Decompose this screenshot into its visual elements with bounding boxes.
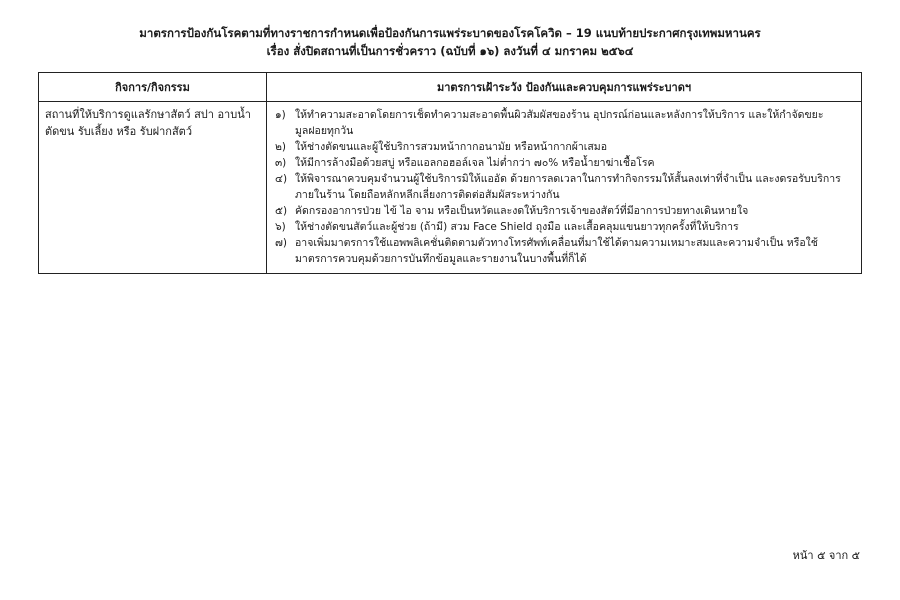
measure-number: ๓) [275,157,287,169]
activity-cell [39,102,267,274]
measure-number: ๔) [275,173,288,185]
measures-cell [267,102,862,274]
measure-number: ๕) [275,205,288,217]
column-header-measures: มาตรการเฝ้าระวัง ป้องกันและควบคุมการแพร่ระบาดฯ [267,73,862,102]
measure-text: ให้ช่างตัดขนสัตว์และผู้ช่วย (ถ้ามี) สวม Face Shield ถุงมือ และเสื้อคลุมแขนยาวทุกครั้งที่ให้บริการ [295,221,739,233]
column-header-activity: กิจการ/กิจกรรม [39,73,267,102]
list-item [275,139,855,155]
measure-text: คัดกรองอาการป่วย ไข้ ไอ จาม หรือเป็นหวัดและงดให้บริการเจ้าของสัตว์ที่มีอาการป่วยทางเดินหายใจ [295,205,749,217]
measure-number: ๖) [275,221,286,233]
list-item [275,107,855,139]
measure-text: ให้ช่างตัดขนและผู้ใช้บริการสวมหน้ากากอนามัย หรือหน้ากากผ้าเสมอ [295,141,608,153]
measure-text: ให้มีการล้างมือด้วยสบู่ หรือแอลกอฮอล์เจล ไม่ต่ำกว่า ๗๐% หรือน้ำยาฆ่าเชื้อโรค [295,157,655,169]
list-item [275,155,855,171]
measure-text: ให้ทำความสะอาดโดยการเช็ดทำความสะอาดพื้นผิวสัมผัสของร้าน อุปกรณ์ก่อนและหลังการให้บริการ และให้กำจัดขยะมูลฝอยทุกวัน [295,109,824,137]
list-item [275,171,855,203]
measure-number: ๒) [275,141,287,153]
header-title-line-2: เรื่อง สั่งปิดสถานที่เป็นการชั่วคราว (ฉบับที่ ๑๖) ลงวันที่ ๔ มกราคม ๒๕๖๔ [266,44,634,58]
measures-table [38,72,862,274]
header-title-line-1: มาตรการป้องกันโรคตามที่ทางราชการกำหนดเพื่อป้องกันการแพร่ระบาดของโรคโควิด – 19 แนบท้ายประกาศกรุงเทพมหานคร [139,26,761,40]
measure-text: อาจเพิ่มมาตรการใช้แอพพลิเคชั่นติดตามตัวทางโทรศัพท์เคลื่อนที่มาใช้ได้ตามความเหมาะสมและความจำเป็น หรือใช้มาตรการควบคุมด้วยการบันทึกข้อมูลและรายงานในบางพื้นที่ก็ได้ [295,237,818,265]
measure-text: ให้พิจารณาควบคุมจำนวนผู้ใช้บริการมิให้แออัด ด้วยการลดเวลาในการทำกิจกรรมให้สั้นลงเท่าที่จำเป็น และงดรอรับบริการภายในร้าน โดยถือหลักหลีกเลี่ยงการติดต่อสัมผัสระหว่างกัน [295,173,841,201]
list-item [275,203,855,219]
list-item [275,219,855,235]
measure-number: ๗) [275,237,287,249]
table-header-row [39,73,862,102]
measures-list [267,102,861,273]
document-header [0,24,900,60]
page-number: หน้า ๕ จาก ๕ [792,549,860,562]
activity-text: สถานที่ให้บริการดูแลรักษาสัตว์ สปา อาบน้ำ ตัดขน รับเลี้ยง หรือ รับฝากสัตว์ [45,108,251,138]
table-row [39,102,862,274]
measure-number: ๑) [275,109,286,121]
list-item [275,235,855,267]
